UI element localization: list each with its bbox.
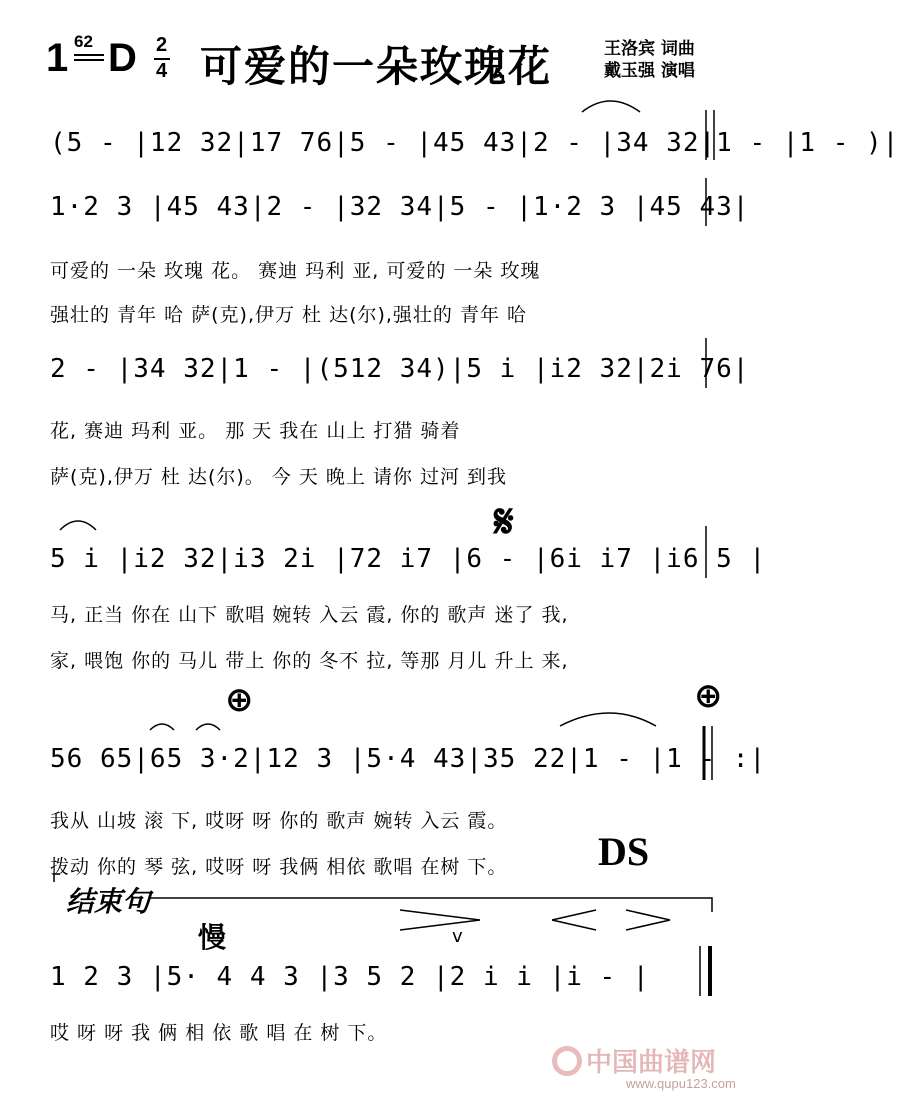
credit-composer: 王洛宾 词曲 <box>604 39 695 59</box>
watermark-logo-icon <box>552 1046 582 1076</box>
lyric-row-6: 哎 呀 呀 我 俩 相 依 歌 唱 在 树 下。 <box>50 1022 388 1044</box>
credit-singer: 戴玉强 演唱 <box>604 61 695 81</box>
score-row-5: 56 65|65 3·2|12 3 |5·4 43|35 22|1 - |1 - :| <box>50 744 767 774</box>
watermark-url: www.qupu123.com <box>626 1076 736 1091</box>
ending-section-label: 结束句 <box>66 885 151 918</box>
score-row-2: 1·2 3 |45 43|2 - |32 34|5 - |1·2 3 |45 43| <box>50 192 750 222</box>
lyric-row-4b: 家, 喂饱 你的 马儿 带上 你的 冬不 拉, 等那 月儿 升上 来, <box>50 650 569 672</box>
dal-segno-mark: DS <box>598 829 650 874</box>
score-row-1: (5 - |12 32|17 76|5 - |45 43|2 - |34 32|1 - |1 - )| <box>50 128 899 158</box>
coda-sign-right: ⊕ <box>694 676 723 716</box>
score-row-4: 5 i |i2 32|i3 2i |72 i7 |6 - |6i i7 |i6 5 | <box>50 544 767 574</box>
key-number: 1 <box>46 36 69 80</box>
lyric-row-4a: 马, 正当 你在 山下 歌唱 婉转 入云 霞, 你的 歌声 迷了 我, <box>50 604 569 626</box>
lyric-row-5a: 我从 山坡 滚 下, 哎呀 呀 你的 歌声 婉转 入云 霞。 <box>50 810 508 832</box>
watermark-brand: 中国曲谱网 <box>586 1048 717 1077</box>
segno-sign: 𝄋 <box>494 494 514 548</box>
key-tempo: 62 <box>74 32 93 51</box>
breath-mark: v <box>452 926 463 947</box>
time-numerator: 2 <box>156 34 168 56</box>
time-denominator: 4 <box>156 60 168 82</box>
lyric-row-2a: 可爱的 一朵 玫瑰 花。 赛迪 玛利 亚, 可爱的 一朵 玫瑰 <box>50 260 541 282</box>
score-row-3: 2 - |34 32|1 - |(512 34)|5 i |i2 32|2i 76| <box>50 354 750 384</box>
score-row-6: 1 2 3 |5· 4 4 3 |3 5 2 |2 i i |i - | <box>50 962 650 992</box>
coda-sign-left: ⊕ <box>225 680 254 720</box>
tempo-slow-mark: 慢 <box>198 921 227 954</box>
lyric-row-3b: 萨(克),伊万 杜 达(尔)。 今 天 晚上 请你 过河 到我 <box>50 466 508 488</box>
lyric-row-3a: 花, 赛迪 玛利 亚。 那 天 我在 山上 打猎 骑着 <box>50 420 461 442</box>
song-title: 可爱的一朵玫瑰花 <box>200 42 553 91</box>
lyric-row-5b: 拨动 你的 琴 弦, 哎呀 呀 我俩 相依 歌唱 在树 下。 <box>50 856 508 878</box>
lyric-row-2b: 强壮的 青年 哈 萨(克),伊万 杜 达(尔),强壮的 青年 哈 <box>50 304 528 326</box>
key-note: D <box>108 36 137 80</box>
